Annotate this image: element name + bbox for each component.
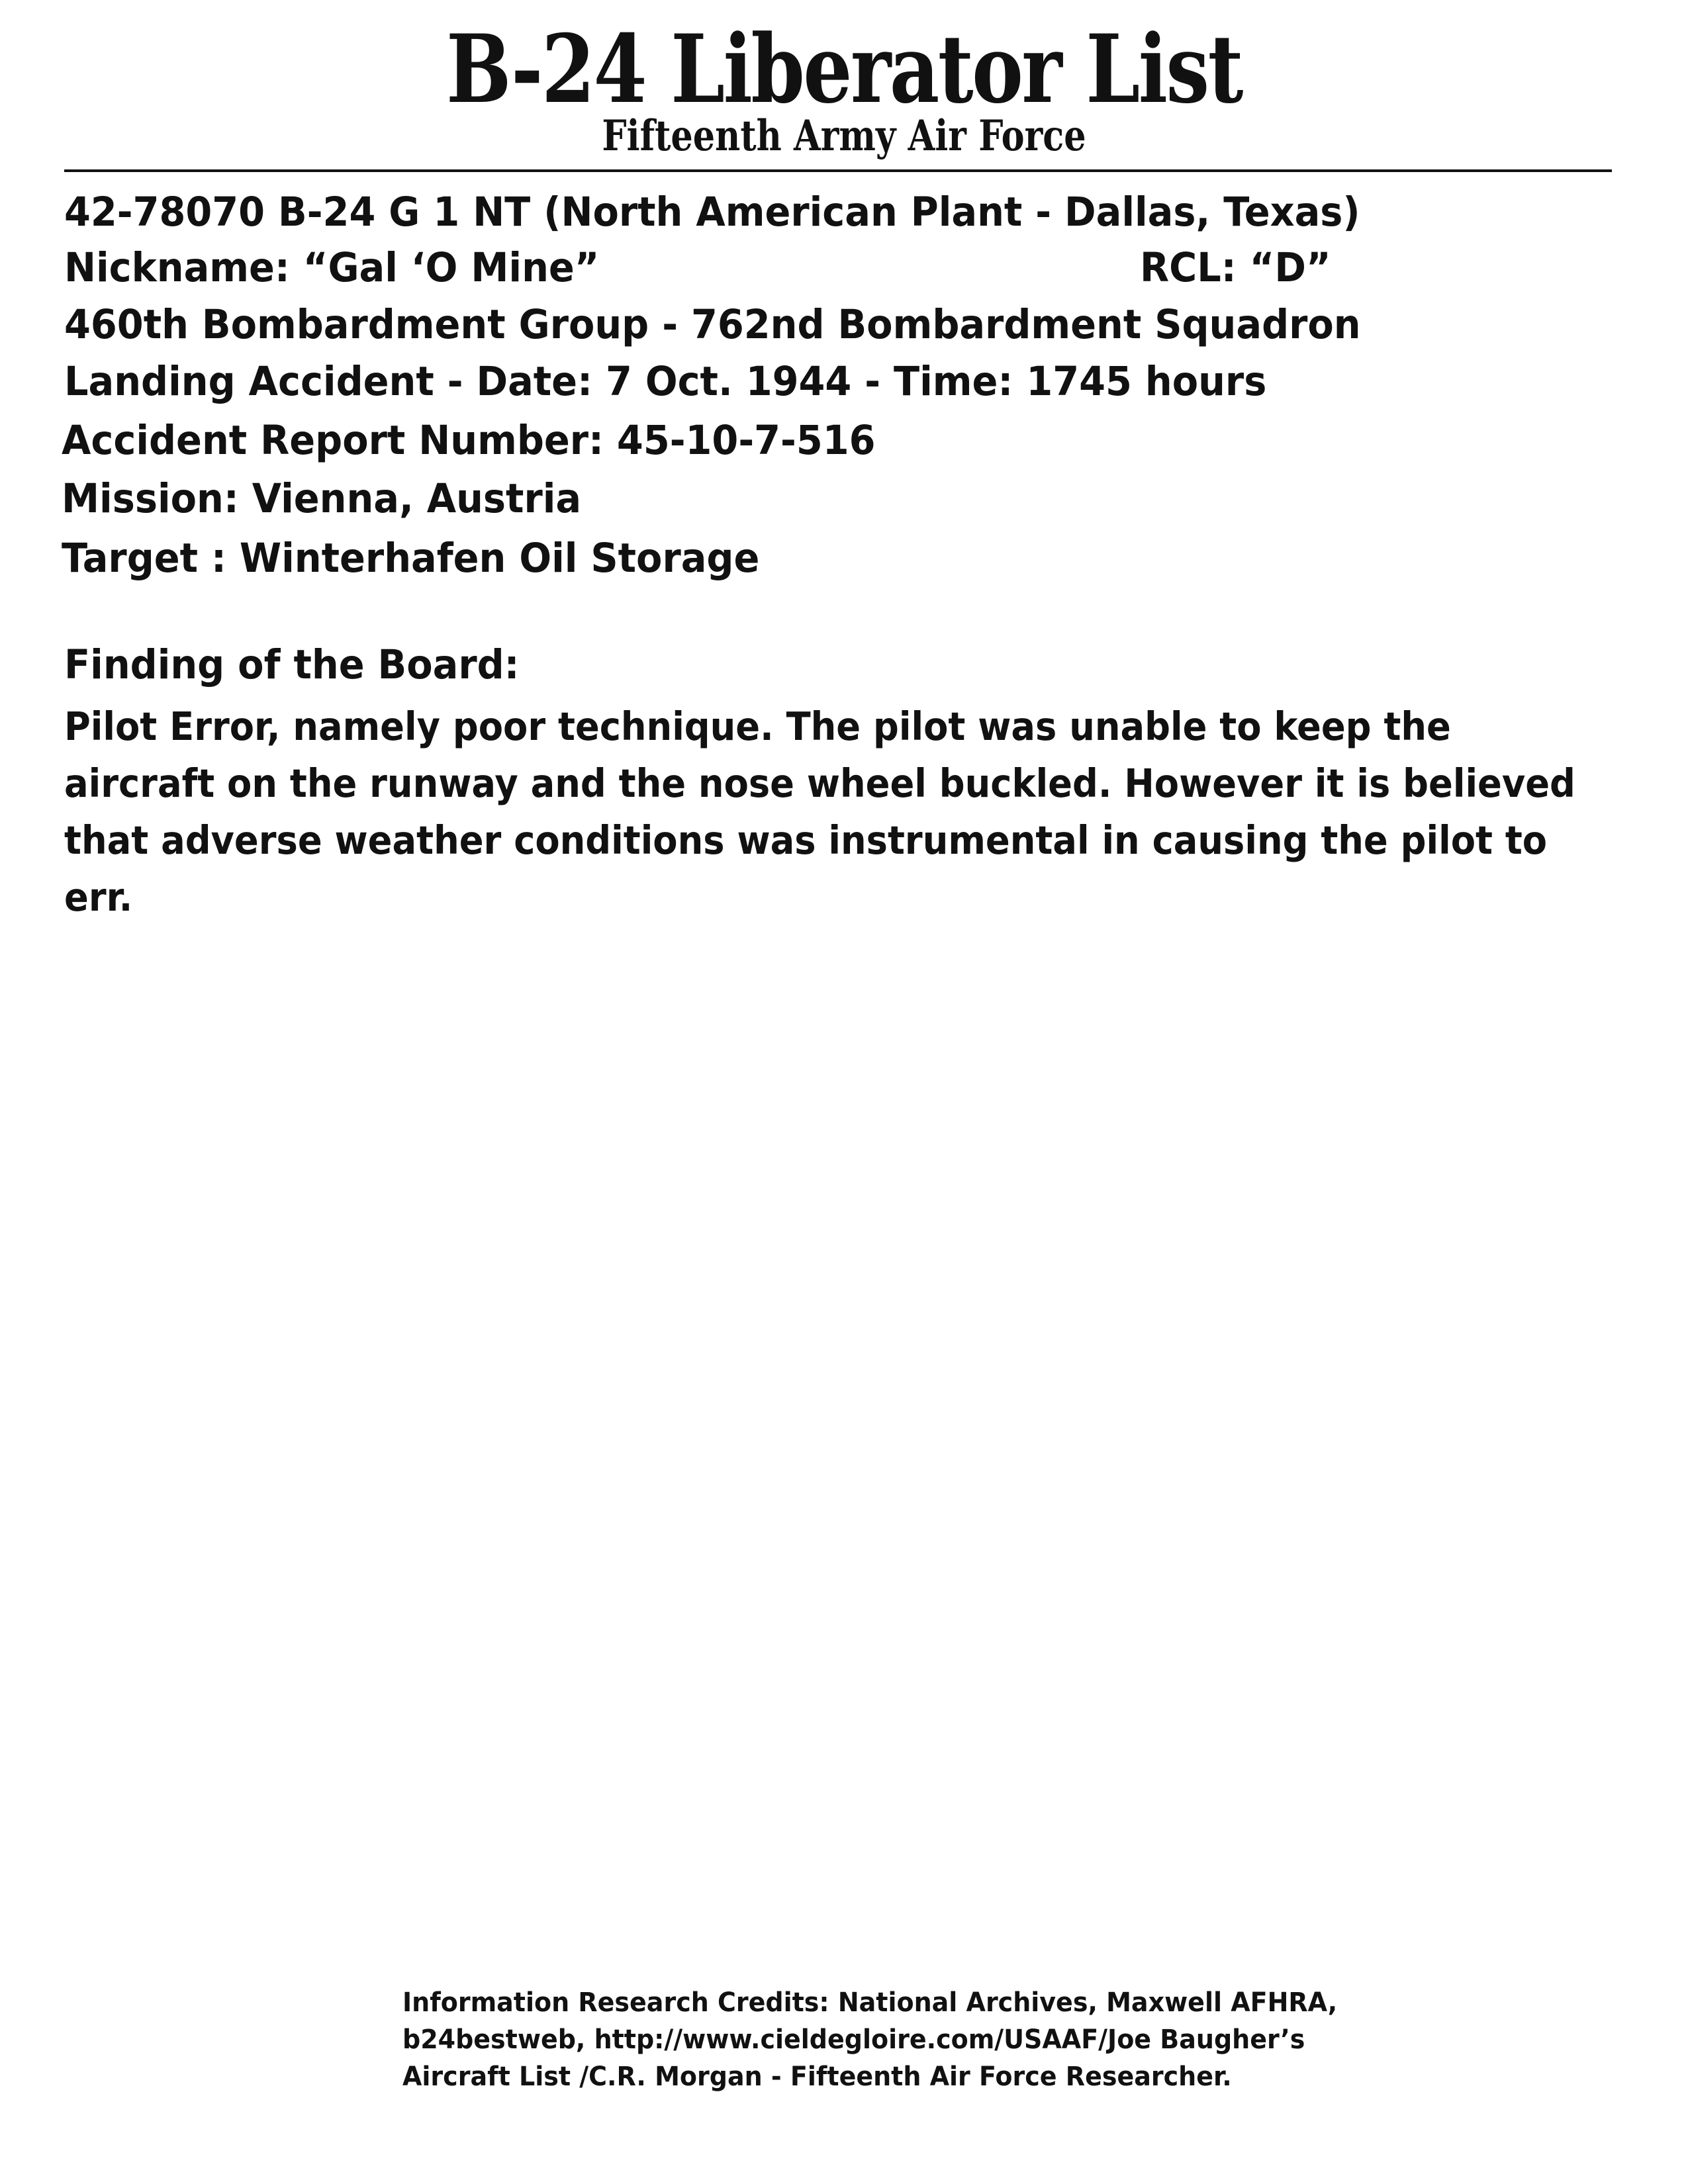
header-divider bbox=[64, 169, 1612, 172]
target-line: Target : Winterhafen Oil Storage bbox=[62, 535, 760, 582]
serial-line: 42-78070 B-24 G 1 NT (North American Plant - Dallas, Texas) bbox=[64, 189, 1360, 236]
finding-text: Pilot Error, namely poor technique. The pilot was unable to keep the aircraft on the runway and the nose wheel buckled. However it is believed that adverse weather conditions was instrumental in causing the pilot to err. bbox=[64, 704, 1575, 920]
research-credits: Information Research Credits: National Archives, Maxwell AFHRA, b24bestweb, http://www.cieldegloire.com/USAAF/Joe Baugher’s Aircraft List /C.R. Morgan - Fifteenth Air Force Researcher. bbox=[402, 1987, 1338, 2092]
page-title: B-24 Liberator List bbox=[446, 15, 1242, 124]
report-number-line: Accident Report Number: 45-10-7-516 bbox=[62, 417, 876, 464]
mission-line: Mission: Vienna, Austria bbox=[62, 475, 582, 522]
rcl-line: RCL: “D” bbox=[1140, 244, 1331, 291]
finding-heading: Finding of the Board: bbox=[64, 641, 520, 688]
unit-line: 460th Bombardment Group - 762nd Bombardment Squadron bbox=[64, 301, 1361, 348]
nickname-line: Nickname: “Gal ‘O Mine” bbox=[64, 244, 600, 291]
page-subtitle: Fifteenth Army Air Force bbox=[602, 111, 1086, 161]
accident-line: Landing Accident - Date: 7 Oct. 1944 - Time: 1745 hours bbox=[64, 358, 1267, 405]
